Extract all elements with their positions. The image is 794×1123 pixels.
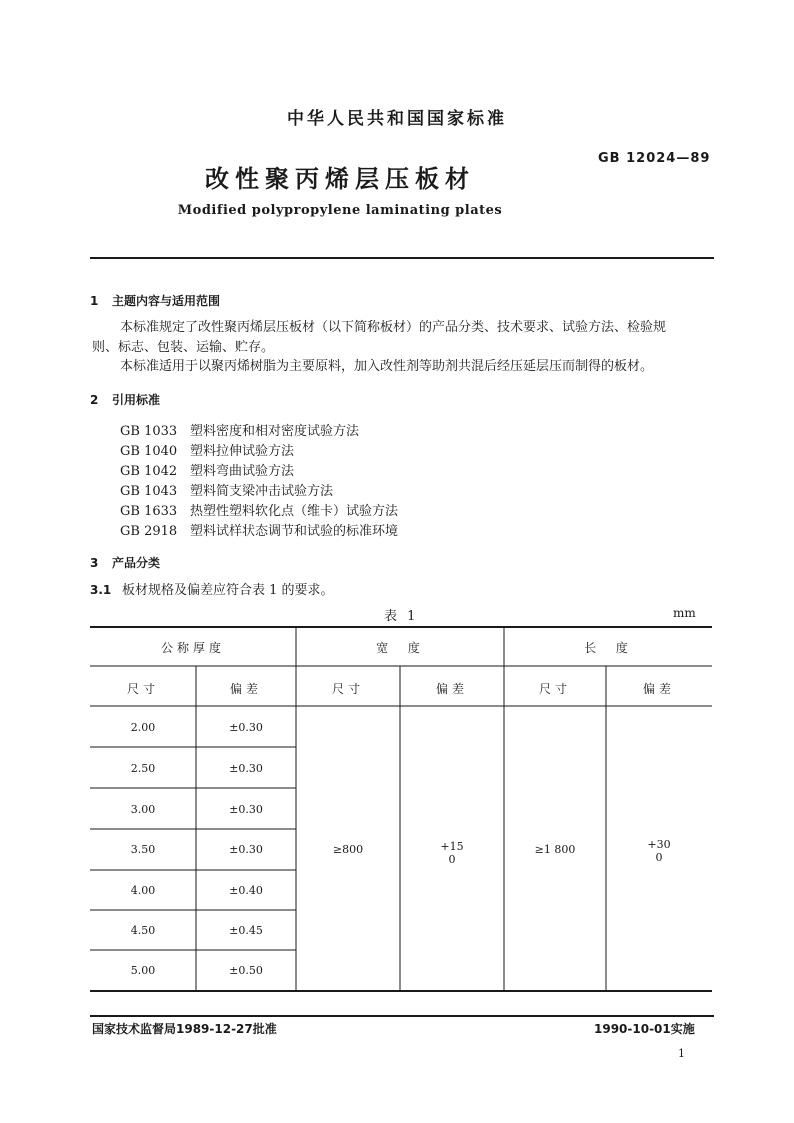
reference-code: GB 2918 (120, 524, 178, 539)
header-divider (90, 257, 714, 259)
thickness-size-cell: 3.50 (130, 843, 156, 856)
reference-item (120, 520, 398, 539)
thickness-size-cell: 4.50 (130, 924, 156, 937)
section-number: 3 (90, 556, 99, 570)
table-unit: mm (673, 606, 696, 620)
section-2-heading (90, 391, 160, 408)
section-1-paragraph-1-line-2: 则、标志、包装、运输、贮存。 (92, 340, 275, 355)
subheader-thickness-size: 尺寸 (126, 682, 159, 696)
thickness-size-cell: 2.00 (130, 721, 156, 734)
reference-item (120, 420, 359, 439)
reference-code: GB 1040 (120, 444, 178, 459)
standard-number: GB 12024—89 (598, 151, 711, 166)
national-standard-heading: 中华人民共和国国家标准 (287, 109, 507, 129)
reference-item (120, 440, 294, 459)
reference-code: GB 1033 (120, 424, 178, 439)
thickness-tolerance-cell: ±0.30 (229, 803, 263, 816)
document-title: 改性聚丙烯层压板材 (205, 165, 475, 193)
thickness-tolerance-cell: ±0.40 (229, 884, 263, 897)
subheader-width-tolerance: 偏差 (435, 682, 468, 696)
reference-name: 塑料简支梁冲击试验方法 (190, 484, 334, 499)
section-number: 1 (90, 294, 99, 308)
length-tolerance-cell (606, 838, 712, 864)
section-1-paragraph-2: 本标准适用于以聚丙烯树脂为主要原料，加入改性剂等助剂共混后经压延层压而制得的板材。 (120, 359, 654, 374)
thickness-size-cell: 2.50 (130, 762, 156, 775)
reference-item (120, 460, 294, 479)
table-title: 表 1 (384, 609, 419, 624)
section-1-paragraph-1-line-1: 本标准规定了改性聚丙烯层压板材（以下简称板材）的产品分类、技术要求、试验方法、检验规 (120, 320, 667, 335)
subheader-length-size: 尺寸 (538, 682, 571, 696)
subheader-length-tolerance: 偏差 (642, 682, 675, 696)
header-width: 宽 度 (376, 641, 424, 655)
reference-name: 塑料拉伸试验方法 (190, 444, 295, 459)
reference-code: GB 1042 (120, 464, 178, 479)
subheader-width-size: 尺寸 (331, 682, 364, 696)
length-size-cell: ≥1 800 (534, 843, 576, 856)
subsection-text: 板材规格及偏差应符合表 1 的要求。 (122, 583, 334, 598)
subsection-3-1 (90, 580, 334, 601)
thickness-tolerance-cell: ±0.50 (229, 964, 263, 977)
thickness-tolerance-cell: ±0.30 (229, 721, 263, 734)
width-size-cell: ≥800 (332, 843, 364, 856)
width-tolerance-cell (400, 840, 504, 866)
thickness-size-cell: 4.00 (130, 884, 156, 897)
spec-table (90, 626, 712, 992)
thickness-tolerance-cell: ±0.30 (229, 762, 263, 775)
footer-divider (90, 1015, 714, 1017)
tolerance-upper: +15 (440, 840, 464, 853)
section-title: 产品分类 (112, 556, 161, 570)
thickness-size-cell: 3.00 (130, 803, 156, 816)
section-1-heading (90, 292, 220, 309)
approval-note: 国家技术监督局1989-12-27批准 (92, 1022, 277, 1036)
tolerance-lower: 0 (448, 853, 456, 866)
thickness-tolerance-cell: ±0.30 (229, 843, 263, 856)
english-title: Modified polypropylene laminating plates (177, 203, 503, 218)
thickness-tolerance-cell: ±0.45 (229, 924, 263, 937)
header-length: 长 度 (584, 641, 632, 655)
subheader-thickness-tolerance: 偏差 (229, 682, 262, 696)
reference-name: 塑料密度和相对密度试验方法 (190, 424, 360, 439)
reference-code: GB 1043 (120, 484, 178, 499)
reference-name: 塑料试样状态调节和试验的标准环境 (190, 524, 399, 539)
thickness-size-cell: 5.00 (130, 964, 156, 977)
tolerance-lower: 0 (655, 851, 663, 864)
tolerance-upper: +30 (647, 838, 671, 851)
section-number: 2 (90, 393, 99, 407)
reference-code: GB 1633 (120, 504, 178, 519)
subsection-number: 3.1 (90, 583, 112, 597)
effective-date: 1990-10-01实施 (594, 1022, 695, 1036)
section-title: 主题内容与适用范围 (112, 294, 221, 308)
page-number: 1 (678, 1047, 685, 1060)
section-title: 引用标准 (112, 393, 161, 407)
section-3-heading (90, 554, 160, 571)
reference-name: 塑料弯曲试验方法 (190, 464, 295, 479)
reference-name: 热塑性塑料软化点（维卡）试验方法 (190, 504, 399, 519)
header-nominal-thickness: 公称厚度 (160, 641, 225, 655)
reference-item (120, 480, 333, 499)
reference-item (120, 500, 398, 519)
